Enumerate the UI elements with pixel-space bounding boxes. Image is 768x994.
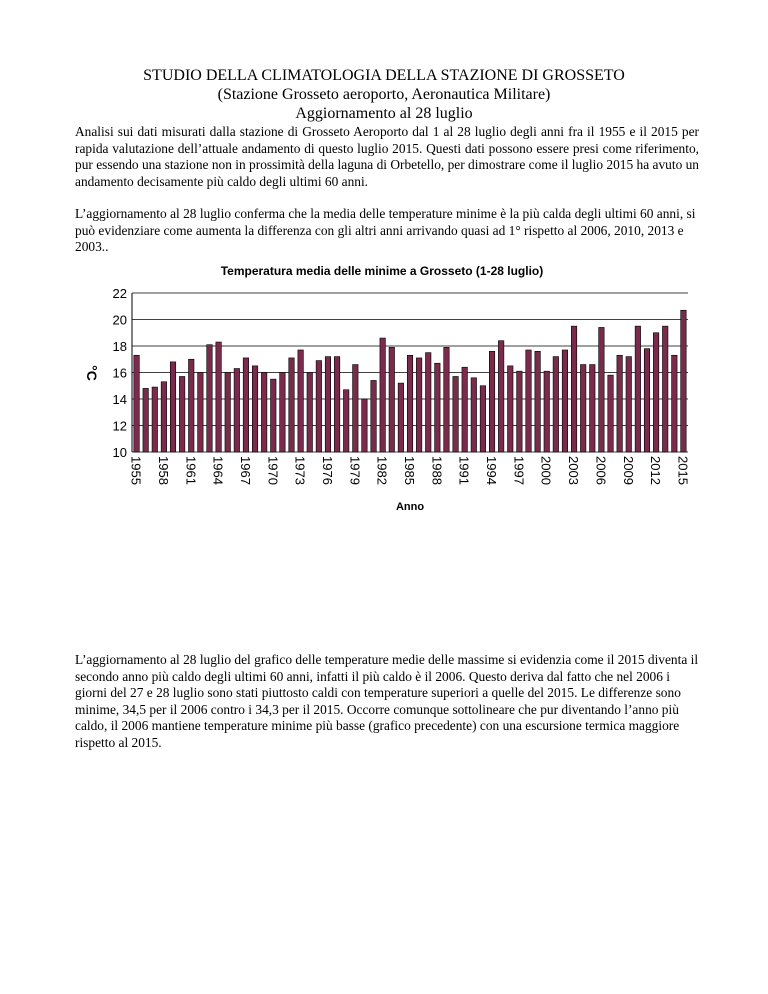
bar-1968 <box>252 366 257 452</box>
bar-1994 <box>489 351 494 452</box>
bar-1987 <box>426 353 431 452</box>
bar-1956 <box>143 388 148 452</box>
x-axis-label: Anno <box>395 501 425 513</box>
bar-2014 <box>672 355 677 452</box>
bar-1979 <box>353 365 358 452</box>
bar-1974 <box>307 373 312 453</box>
x-tick-label: 1973 <box>292 456 308 485</box>
x-tick-label: 1997 <box>511 456 527 485</box>
x-tick-label: 1958 <box>155 456 171 485</box>
bar-2011 <box>644 349 649 452</box>
bar-1998 <box>526 350 531 452</box>
bar-2003 <box>571 326 576 452</box>
bar-1993 <box>480 386 485 452</box>
bar-1984 <box>398 383 403 452</box>
temperature-bar-chart <box>72 262 692 520</box>
bar-1961 <box>189 359 194 452</box>
x-tick-label: 1970 <box>265 456 281 485</box>
bar-2010 <box>635 326 640 452</box>
bar-1965 <box>225 373 230 453</box>
bar-1986 <box>416 358 421 452</box>
bar-1960 <box>179 376 184 452</box>
x-tick-label: 2000 <box>538 456 554 485</box>
x-tick-label: 2015 <box>675 456 691 485</box>
y-tick-label: 12 <box>112 418 127 434</box>
x-tick-label: 1982 <box>374 456 390 485</box>
bar-1992 <box>471 378 476 452</box>
bar-1983 <box>389 347 394 452</box>
x-tick-label: 1976 <box>319 456 335 485</box>
x-axis-ticks <box>129 456 691 485</box>
y-tick-label: 20 <box>112 312 127 328</box>
bar-1955 <box>134 355 139 452</box>
bar-2009 <box>626 357 631 452</box>
bar-2006 <box>599 327 604 452</box>
bar-1972 <box>289 358 294 452</box>
bar-1967 <box>243 358 248 452</box>
x-tick-label: 1955 <box>128 456 144 485</box>
bar-2007 <box>608 375 613 452</box>
bar-1966 <box>234 369 239 452</box>
bar-2012 <box>653 333 658 452</box>
maximum-update-paragraph: L’aggiornamento al 28 luglio del grafico delle temperature medie delle massime si evidenzia come il 2015 diventa il secondo anno più caldo degli ultimi 60 anni, infatti il più caldo è il 2006. Questo deriva dal fatto che nel 2006 i giorni del 27 e 28 luglio sono stati piuttosto caldi con temperature superiori a quelle del 2015. Le differenze sono minime, 34,5 per il 2006 contro i 34,3 per il 2015. Occorre comunque sottolineare che pur diventando l’anno più caldo, il 2006 mantiene temperature minime più basse (grafico precedente) con una escursione termica maggiore rispetto al 2015. <box>75 652 699 750</box>
x-tick-label: 1967 <box>237 456 253 485</box>
intro-paragraph: Analisi sui dati misurati dalla stazione di Grosseto Aeroporto dal 1 al 28 luglio degli anni fra il 1955 e il 2015 per rapida valutazione dell’attuale andamento di questo luglio 2015. Questi dati possono essere presi come riferimento, pur essendo una stazione non in prossimità della laguna di Orbetello, per dimostrare come il luglio 2015 ha avuto un andamento decisamente più caldo degli ultimi 60 anni. <box>75 124 700 189</box>
update-date: Aggiornamento al 28 luglio <box>295 105 473 122</box>
bar-1980 <box>362 399 367 452</box>
x-tick-label: 1964 <box>210 456 226 485</box>
x-tick-label: 1988 <box>429 456 445 485</box>
bar-1959 <box>170 362 175 452</box>
y-tick-label: 16 <box>112 365 127 381</box>
x-tick-label: 2006 <box>593 456 609 485</box>
bar-1990 <box>453 376 458 452</box>
bar-1976 <box>325 357 330 452</box>
bar-1988 <box>435 363 440 452</box>
bar-1969 <box>261 373 266 453</box>
bar-1989 <box>444 347 449 452</box>
x-tick-label: 1994 <box>484 456 500 485</box>
y-tick-label: 18 <box>112 339 127 354</box>
bar-1975 <box>316 361 321 452</box>
bar-1999 <box>535 351 540 452</box>
x-tick-label: 1961 <box>183 456 199 485</box>
bar-2015 <box>681 310 686 452</box>
x-tick-label: 1985 <box>402 456 417 485</box>
bar-1978 <box>343 390 348 452</box>
x-tick-label: 1979 <box>347 456 363 485</box>
bar-1995 <box>498 341 503 452</box>
document-title: STUDIO DELLA CLIMATOLOGIA DELLA STAZIONE DI GROSSETO <box>143 67 625 84</box>
y-axis-label: °C <box>84 365 100 381</box>
bar-1964 <box>216 342 221 452</box>
x-tick-label: 2003 <box>566 456 582 485</box>
chart-bars <box>134 310 686 452</box>
document-subtitle: (Stazione Grosseto aeroporto, Aeronautica Militare) <box>217 86 551 103</box>
bar-1970 <box>271 379 276 452</box>
y-tick-label: 10 <box>112 445 127 460</box>
bar-1982 <box>380 338 385 452</box>
bar-1971 <box>280 373 285 453</box>
bar-1958 <box>161 382 166 452</box>
bar-2002 <box>562 350 567 452</box>
y-tick-label: 14 <box>112 392 127 407</box>
x-tick-label: 2009 <box>620 456 636 485</box>
document-header <box>0 66 768 123</box>
bar-1957 <box>152 387 157 452</box>
bar-1973 <box>298 350 303 452</box>
chart-title: Temperatura media delle minime a Grosseto (1-28 luglio) <box>220 264 544 278</box>
bar-1991 <box>462 367 467 452</box>
bar-1997 <box>517 371 522 452</box>
bar-1981 <box>371 380 376 452</box>
y-axis-ticks <box>113 286 127 460</box>
bar-1985 <box>407 355 412 452</box>
bar-2005 <box>590 365 595 452</box>
bar-2004 <box>580 365 585 452</box>
bar-2000 <box>544 371 549 452</box>
bar-2008 <box>617 355 622 452</box>
x-tick-label: 1991 <box>456 456 472 485</box>
minimum-update-paragraph: L’aggiornamento al 28 luglio conferma che la media delle temperature minime è la più calda degli ultimi 60 anni, si può evidenziare come aumenta la differenza con gli altri anni arrivando quasi ad 1° rispetto al 2006, 2010, 2013 e 2003.. <box>75 206 696 255</box>
bar-1996 <box>508 366 513 452</box>
bar-2013 <box>662 326 667 452</box>
bar-1963 <box>207 345 212 452</box>
bar-1962 <box>198 373 203 453</box>
bar-2001 <box>553 357 558 452</box>
y-tick-label: 22 <box>112 286 127 301</box>
bar-1977 <box>334 357 339 452</box>
x-tick-label: 2012 <box>648 456 664 485</box>
